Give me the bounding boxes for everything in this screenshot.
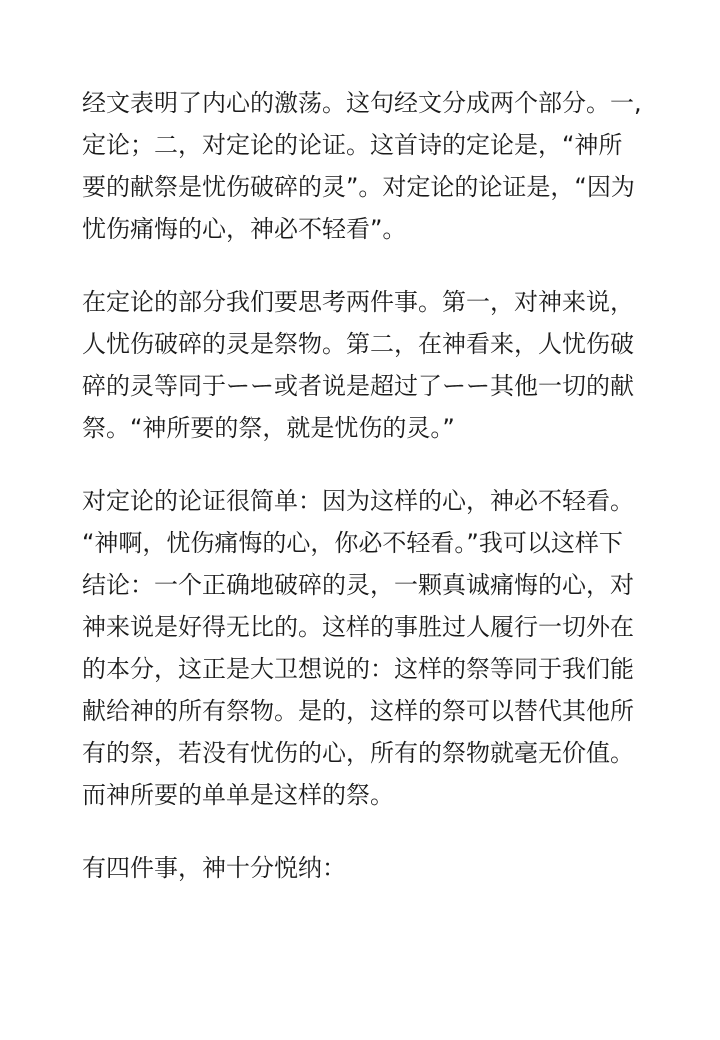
text-line: 祭。“神所要的祭，就是忧伤的灵。”	[82, 414, 455, 442]
text-line: 对定论的论证很简单：因为这样的心，神必不轻看。	[82, 487, 634, 515]
text-line: 神来说是好得无比的。这样的事胜过人履行一切外在	[82, 613, 634, 641]
paragraph-two-things	[82, 281, 642, 449]
text-line: 而神所要的单单是这样的祭。	[82, 781, 394, 809]
text-line: 有四件事，神十分悦纳：	[82, 854, 346, 882]
paragraph-thesis	[82, 82, 642, 250]
text-line: 人忧伤破碎的灵是祭物。第二，在神看来，人忧伤破	[82, 330, 634, 358]
text-line: 结论：一个正确地破碎的灵，一颗真诚痛悔的心，对	[82, 571, 634, 599]
paragraph-argument	[82, 480, 642, 816]
text-line: 献给神的所有祭物。是的，这样的祭可以替代其他所	[82, 697, 634, 725]
article-body	[82, 82, 642, 920]
text-line: 定论；二，对定论的论证。这首诗的定论是，“神所	[82, 131, 623, 159]
text-line: 碎的灵等同于ーー或者说是超过了ーー其他一切的献	[82, 372, 634, 400]
text-line: 忧伤痛悔的心，神必不轻看”。	[82, 215, 407, 243]
paragraph-four-things	[82, 847, 642, 889]
text-line: “神啊，忧伤痛悔的心，你必不轻看。”我可以这样下	[82, 529, 623, 557]
text-line: 有的祭，若没有忧伤的心，所有的祭物就毫无价值。	[82, 739, 634, 767]
text-line: 在定论的部分我们要思考两件事。第一，对神来说，	[82, 288, 634, 316]
text-line: 的本分，这正是大卫想说的：这样的祭等同于我们能	[82, 655, 634, 683]
text-line: 经文表明了内心的激荡。这句经文分成两个部分。一,	[82, 89, 642, 117]
text-line: 要的献祭是忧伤破碎的灵”。对定论的论证是，“因为	[82, 173, 635, 201]
